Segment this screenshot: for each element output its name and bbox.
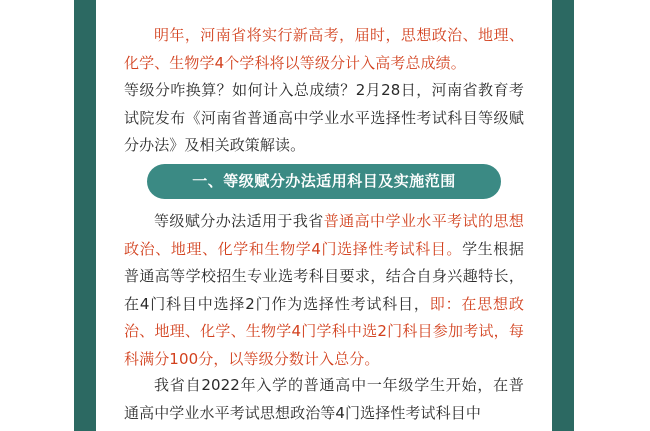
section1-paragraph [124, 208, 524, 374]
intro-highlight: 明年，河南省将实行新高考，届时，思想政治、地理、化学、生物学4个学科将以等级分计入高考总成绩。 [124, 26, 524, 72]
section1-highlight-a: 普通高中学业水平考试的思想政治、地理、化学和生物学4门选择性考试科目。 [124, 212, 524, 258]
right-frame-border [552, 0, 574, 431]
para3-text: 我省自2022年入学的普通高中一年级学生开始，在普通高中学业水平考试思想政治等4门选择性考试科目中 [124, 376, 524, 422]
section1-text-b: 学生根据普通高等学校招生专业选考科目要求，结合自身兴趣特长，在4门科目中选择2门作为选择性考试科目， [124, 239, 525, 313]
paragraph-three [124, 372, 524, 427]
section1-highlight-b: 即：在思想政治、地理、化学、生物学4门学科中选2门科目参加考试，每科满分100分，以等级分数计入总分。 [124, 294, 524, 368]
article-body [96, 0, 552, 431]
intro-paragraph [124, 22, 524, 160]
intro-text: 等级分咋换算？如何计入总成绩？2月28日，河南省教育考试院发布《河南省普通高中学业水平选择性考试科目等级赋分办法》及相关政策解读。 [124, 81, 524, 155]
section1-text-a: 等级赋分办法适用于我省 [154, 212, 324, 230]
left-frame-border [74, 0, 96, 431]
section1-heading: 一、等级赋分办法适用科目及实施范围 [147, 164, 501, 199]
